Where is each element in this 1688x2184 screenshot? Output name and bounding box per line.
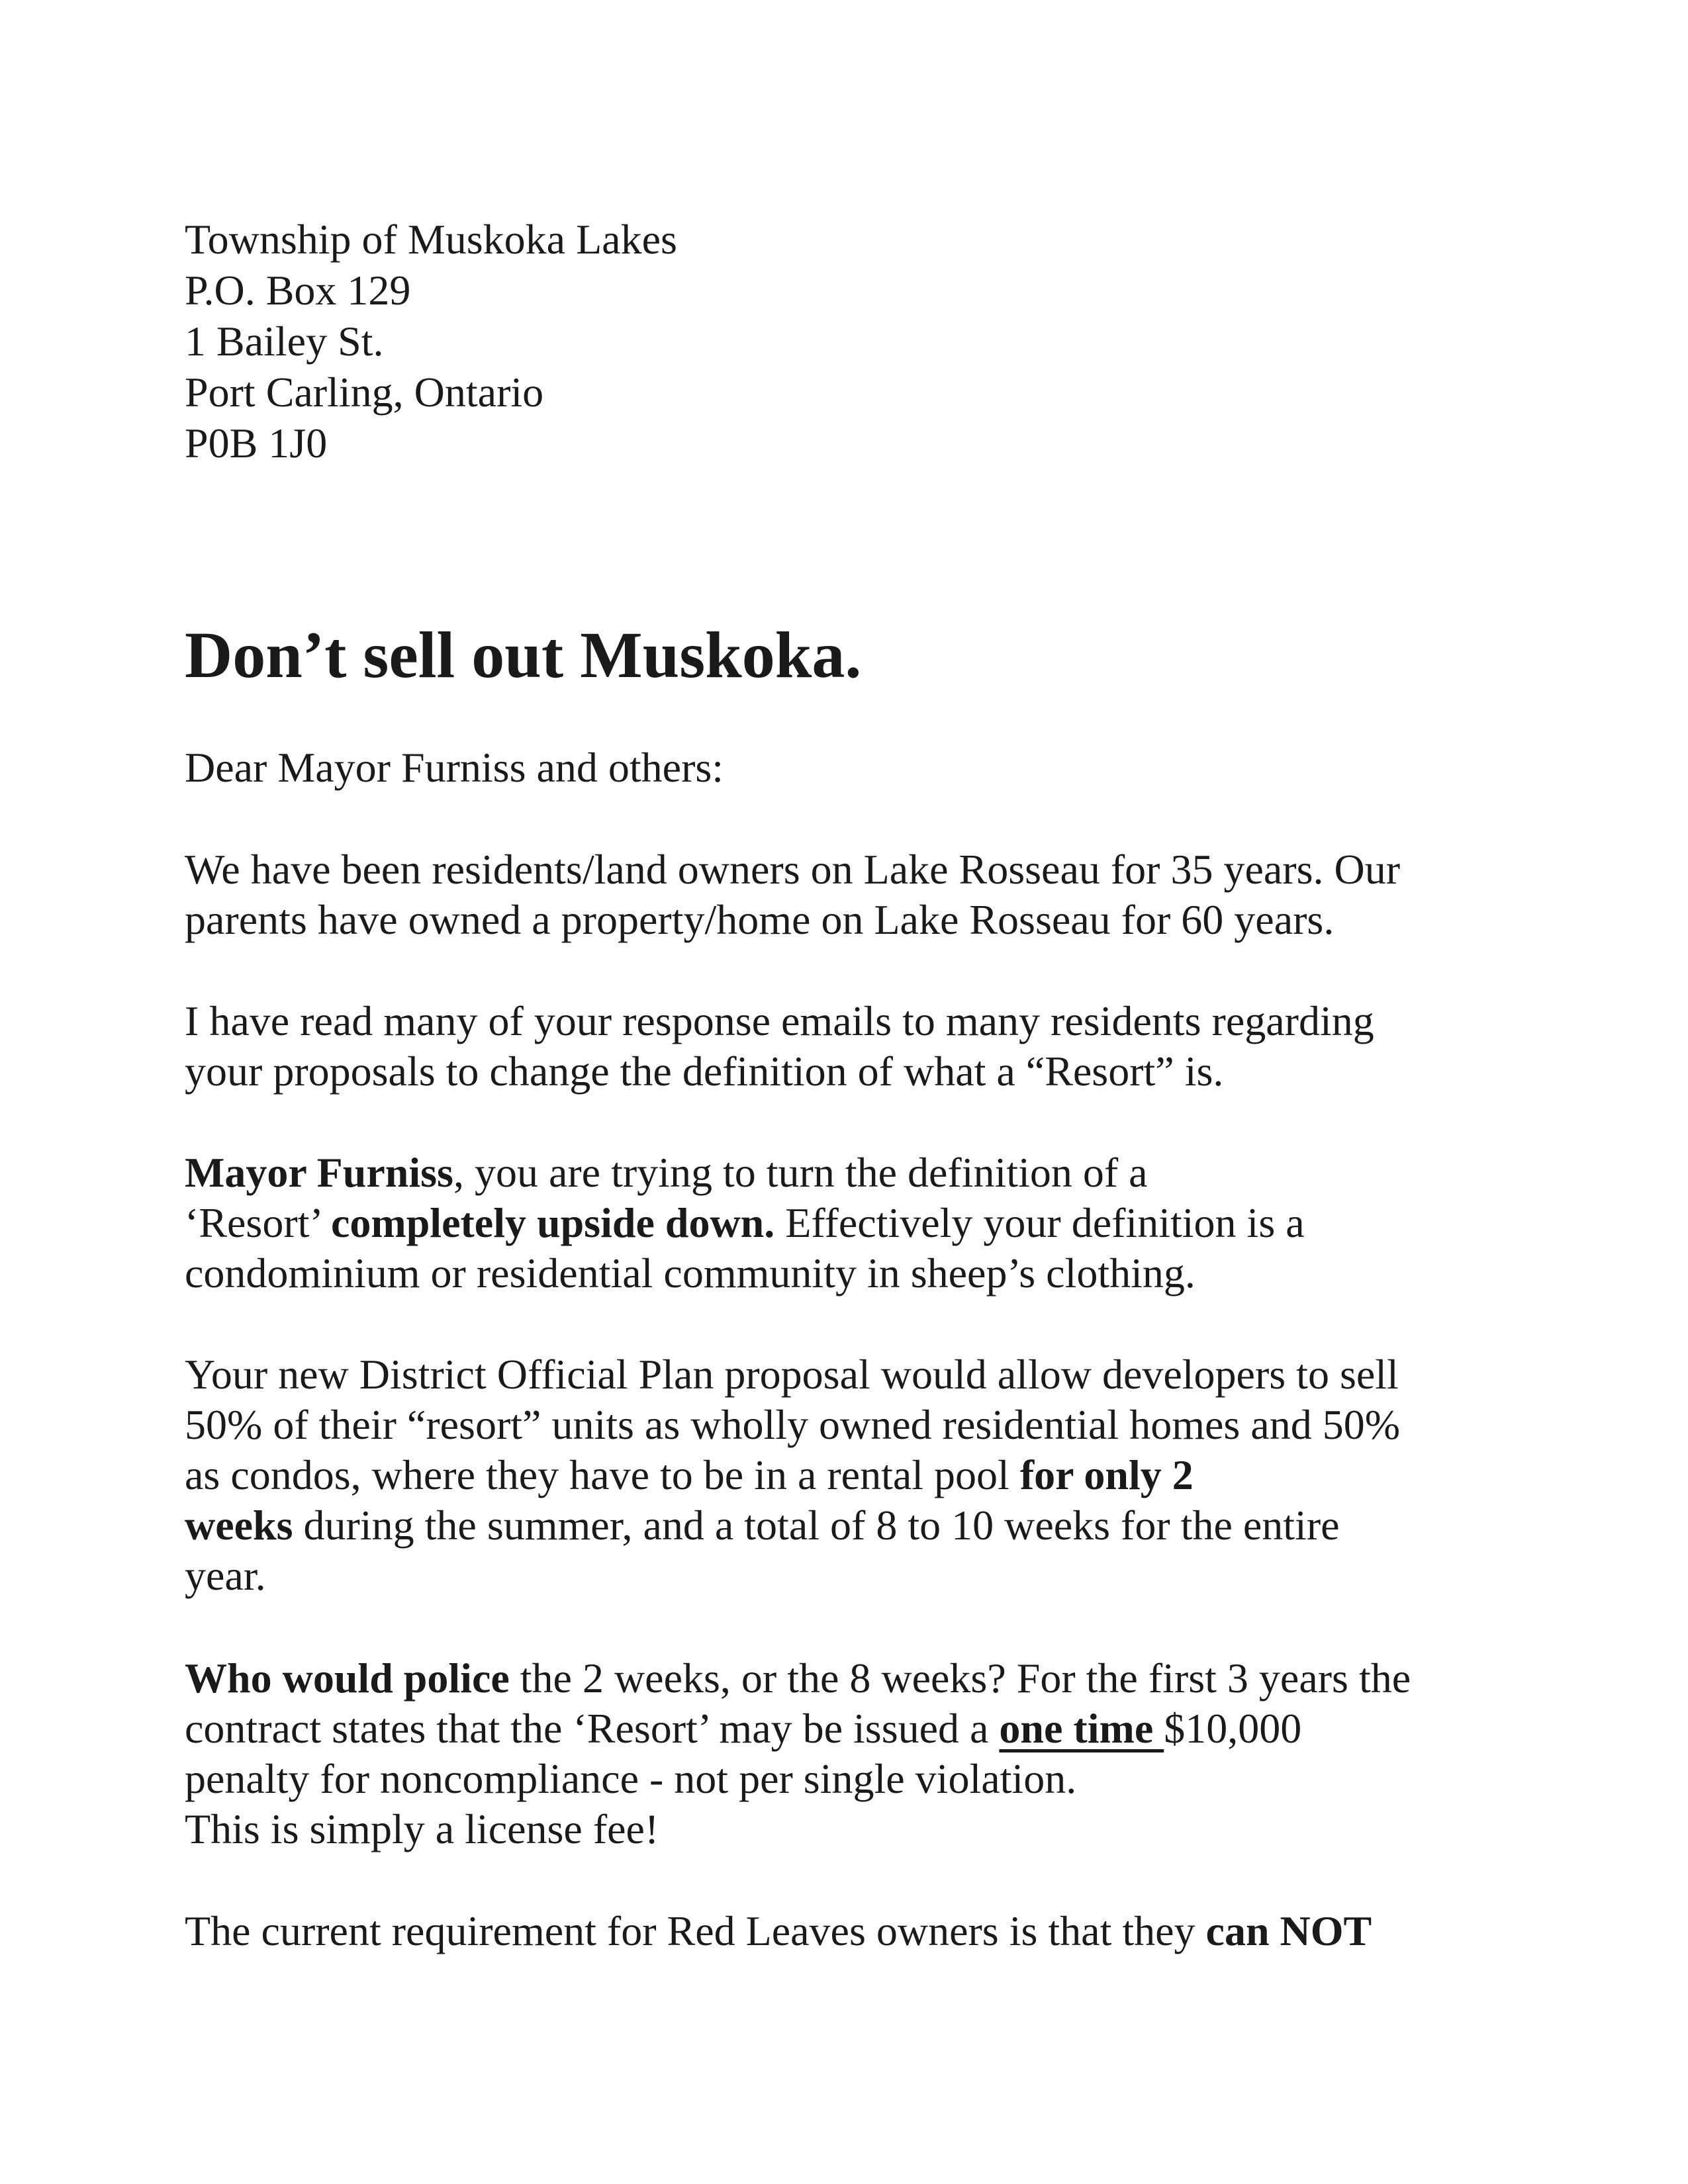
- address-line: Township of Muskoka Lakes: [185, 216, 677, 263]
- paragraph-line: We have been residents/land owners on Lake Rosseau for 35 years. Our: [185, 846, 1401, 893]
- paragraph-line: This is simply a license fee!: [185, 1805, 659, 1852]
- paragraph-line: year.: [185, 1552, 266, 1599]
- paragraph-emails: [185, 996, 1509, 1097]
- paragraph-line: Your new District Official Plan proposal would allow developers to sell: [185, 1351, 1399, 1398]
- bold-underlined-text: one time: [999, 1705, 1164, 1752]
- bold-text: Who would police: [185, 1655, 510, 1702]
- paragraph-line: 50% of their “resort” units as wholly owned residential homes and 50%: [185, 1401, 1400, 1448]
- paragraph-line: [185, 1450, 1509, 1500]
- recipient-address: [185, 214, 677, 469]
- paragraph-red-leaves: [185, 1906, 1509, 1956]
- salutation: [185, 743, 1509, 793]
- bold-text: for only 2: [1019, 1451, 1194, 1498]
- paragraph-resort-definition: [185, 1148, 1509, 1298]
- paragraph-line: [185, 1704, 1509, 1754]
- text-run: as condos, where they have to be in a rental pool: [185, 1451, 1020, 1498]
- bold-text: weeks: [185, 1502, 293, 1549]
- address-line: P.O. Box 129: [185, 267, 411, 314]
- text-run: Effectively your definition is a: [774, 1199, 1305, 1246]
- bold-text: completely upside down.: [330, 1199, 775, 1246]
- paragraph-plan-proposal: [185, 1349, 1509, 1601]
- paragraph-line: [185, 1198, 1509, 1248]
- paragraph-policing: [185, 1653, 1509, 1854]
- paragraph-line: condominium or residential community in sheep’s clothing.: [185, 1250, 1196, 1297]
- address-line: Port Carling, Ontario: [185, 369, 544, 416]
- letter-headline: Don’t sell out Muskoka.: [185, 618, 862, 692]
- text-run: , you are trying to turn the definition of a: [453, 1149, 1148, 1196]
- paragraph-line: parents have owned a property/home on Lake Rosseau for 60 years.: [185, 896, 1335, 943]
- bold-text: Mayor Furniss: [185, 1149, 453, 1196]
- paragraph-line: [185, 1500, 1509, 1551]
- bold-text: can NOT: [1205, 1907, 1372, 1954]
- text-run: ‘Resort’: [185, 1199, 331, 1246]
- paragraph-line: [185, 1906, 1509, 1956]
- salutation-text: Dear Mayor Furniss and others:: [185, 744, 724, 791]
- paragraph-line: [185, 1653, 1509, 1704]
- paragraph-line: [185, 1148, 1509, 1198]
- text-run: $10,000: [1164, 1705, 1302, 1752]
- paragraph-line: your proposals to change the definition of what a “Resort” is.: [185, 1048, 1224, 1095]
- paragraph-line: I have read many of your response emails to many residents regarding: [185, 997, 1374, 1044]
- paragraph-line: penalty for noncompliance - not per single violation.: [185, 1755, 1077, 1802]
- address-line: P0B 1J0: [185, 420, 328, 467]
- text-run: the 2 weeks, or the 8 weeks? For the first 3 years the: [509, 1655, 1411, 1702]
- text-run: during the summer, and a total of 8 to 10 weeks for the entire: [293, 1502, 1340, 1549]
- address-line: 1 Bailey St.: [185, 318, 384, 365]
- text-run: The current requirement for Red Leaves owners is that they: [185, 1907, 1206, 1954]
- text-run: contract states that the ‘Resort’ may be issued a: [185, 1705, 1000, 1752]
- paragraph-residency: [185, 844, 1509, 945]
